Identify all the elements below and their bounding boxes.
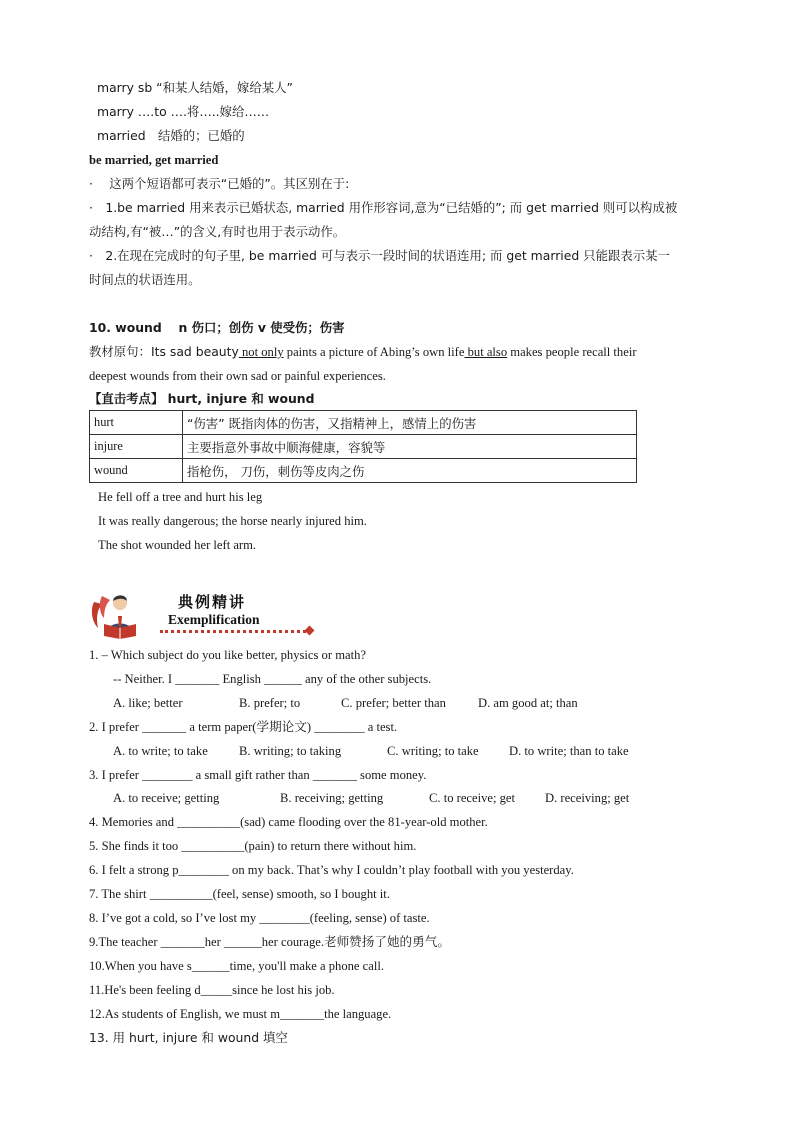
- exemplification-banner: [88, 588, 328, 640]
- textbook-sentence-part-2: paints a picture of Abing’s own life: [283, 345, 465, 359]
- banner-diamond: [305, 626, 315, 636]
- question-3-option-d: D. receiving; get: [545, 791, 630, 805]
- question-3-option-b: B. receiving; getting: [280, 791, 384, 805]
- marry-sb-line: marry sb “和某人结婚，嫁给某人”: [97, 80, 293, 95]
- question-13: 13. 用 hurt, injure 和 wound 填空: [89, 1030, 288, 1045]
- not-only-underlined: not only: [238, 345, 284, 359]
- kaodian-heading: 【直击考点】 hurt, injure 和 wound: [89, 391, 315, 406]
- but-also-underlined: but also: [464, 345, 508, 359]
- be-married-heading: be married, get married: [89, 153, 219, 167]
- married-line: married 结婚的；已婚的: [97, 128, 245, 143]
- table-row: [90, 435, 637, 459]
- example-hurt: He fell off a tree and hurt his leg: [98, 490, 263, 504]
- table-cell-desc: 主要指意外事故中顺海健康，容貌等: [183, 435, 637, 459]
- table-cell-word: hurt: [90, 411, 183, 435]
- question-2-option-a: A. to write; to take: [113, 744, 208, 758]
- question-1-option-a: A. like; better: [113, 696, 183, 710]
- table-cell-desc: “伤害” 既指肉体的伤害，又指精神上，感情上的伤害: [183, 411, 637, 435]
- example-injure: It was really dangerous; the horse nearly injured him.: [98, 514, 367, 528]
- rule-1-line-1: · 1.be married 用来表示已婚状态, married 用作形容词,意为“已结婚的”; 而 get married 则可以构成被: [89, 200, 678, 215]
- textbook-sentence-part-1: 教材原句：Its sad beauty: [89, 344, 239, 359]
- question-2-option-b: B. writing; to taking: [239, 744, 342, 758]
- table-row: [90, 459, 637, 483]
- question-9: 9.The teacher _______her ______her courage.老师赞扬了她的勇气。: [89, 935, 450, 949]
- wound-heading: 10. wound n 伤口；创伤 v 使受伤；伤害: [89, 320, 345, 335]
- teacher-reading-icon: [88, 588, 160, 640]
- question-1-option-d: D. am good at; than: [478, 696, 578, 710]
- textbook-sentence-cont: deepest wounds from their own sad or painful experiences.: [89, 369, 386, 383]
- question-1: 1. – Which subject do you like better, physics or math?: [89, 648, 366, 662]
- question-6: 6. I felt a strong p________ on my back. That’s why I couldn’t play football with you yesterday.: [89, 863, 574, 877]
- rule-2-line-1: · 2.在现在完成时的句子里, be married 可与表示一段时间的状语连用; 而 get married 只能跟表示某一: [89, 248, 670, 263]
- textbook-sentence-part-3: makes people recall their: [507, 345, 637, 359]
- question-12: 12.As students of English, we must m_______the language.: [89, 1007, 392, 1021]
- question-1-option-c: C. prefer; better than: [341, 696, 446, 710]
- question-5: 5. She finds it too __________(pain) to return there without him.: [89, 839, 417, 853]
- table-cell-desc: 指枪伤， 刀伤，刺伤等皮肉之伤: [183, 459, 637, 483]
- question-11: 11.He's been feeling d_____since he lost his job.: [89, 983, 335, 997]
- question-2: [89, 719, 397, 735]
- question-2-option-c: C. writing; to take: [387, 744, 479, 758]
- question-3-option-a: A. to receive; getting: [113, 791, 220, 805]
- banner-dotted-rule: [160, 630, 306, 633]
- question-3-option-c: C. to receive; get: [429, 791, 516, 805]
- question-7: 7. The shirt __________(feel, sense) smooth, so I bought it.: [89, 887, 390, 901]
- table-cell-word: wound: [90, 459, 183, 483]
- rule-2-line-2: 时间点的状语连用。: [89, 272, 201, 287]
- table-cell-word: injure: [90, 435, 183, 459]
- example-wound: The shot wounded her left arm.: [98, 538, 257, 552]
- marry-to-line: marry ….to ….将…..嫁给……: [97, 104, 270, 119]
- question-1-reply: -- Neither. I _______ English ______ any of the other subjects.: [113, 672, 432, 686]
- difference-intro: · 这两个短语都可表示“已婚的”。其区别在于:: [89, 176, 350, 191]
- question-2-text: 2. I prefer _______ a term paper(学期论文) ________ a test.: [89, 720, 398, 734]
- rule-1-line-2: 动结构,有“被…”的含义,有时也用于表示动作。: [89, 224, 346, 239]
- textbook-sentence: [89, 344, 637, 360]
- banner-cn-title: 典例精讲: [178, 593, 247, 611]
- question-2-option-d: D. to write; than to take: [509, 744, 629, 758]
- comparison-table: [89, 410, 637, 483]
- question-1-option-b: B. prefer; to: [239, 696, 301, 710]
- table-row: [90, 411, 637, 435]
- question-3: 3. I prefer ________ a small gift rather than _______ some money.: [89, 768, 427, 782]
- question-4: 4. Memories and __________(sad) came flooding over the 81-year-old mother.: [89, 815, 488, 829]
- question-8: 8. I’ve got a cold, so I’ve lost my ________(feeling, sense) of taste.: [89, 911, 430, 925]
- banner-en-title: Exemplification: [168, 612, 260, 627]
- question-10: 10.When you have s______time, you'll make a phone call.: [89, 959, 384, 973]
